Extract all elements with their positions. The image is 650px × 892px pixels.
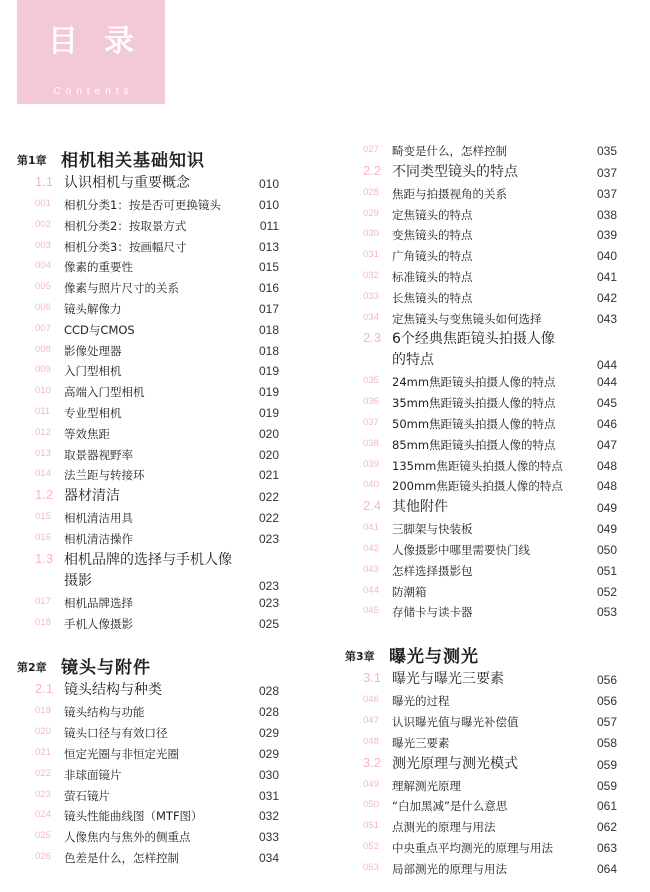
toc-item[interactable] [345,712,617,733]
item-number: 049 [363,778,379,790]
page-number: 023 [258,578,279,593]
page-number: 022 [258,490,279,505]
section-number: 2.4 [363,498,382,514]
toc-item[interactable] [17,593,279,614]
toc-item[interactable] [17,320,279,341]
item-number: 026 [35,851,51,862]
page-number: 053 [596,605,617,620]
toc-item[interactable] [17,195,279,216]
toc-item[interactable] [345,602,617,623]
page-number: 063 [596,841,617,855]
item-number: 008 [35,343,51,355]
toc-item[interactable] [17,744,279,765]
page-number: 051 [596,563,617,578]
page-number: 032 [258,809,279,824]
section-number: 1.2 [35,487,54,503]
page-number: 039 [596,228,617,243]
item-number: 004 [35,260,51,272]
page-number: 037 [596,165,617,180]
item-title: 理解测光原理 [392,778,461,793]
item-title: 相机分类3：按画幅尺寸 [64,239,187,254]
page-number: 062 [596,820,617,835]
toc-section[interactable] [345,497,617,519]
page-number: 048 [596,479,617,494]
item-title: 取景器视野率 [64,447,133,462]
item-title: 非球面镜片 [64,767,122,782]
section-number: 2.2 [363,162,382,178]
item-number: 009 [35,364,51,376]
item-title: 相机分类2：按取景方式 [64,218,187,233]
item-title: 焦距与拍摄视角的关系 [392,186,507,201]
item-title: 认识曝光值与曝光补偿值 [392,715,519,729]
item-number: 023 [35,788,51,800]
toc-item[interactable] [345,540,617,561]
toc-item[interactable] [345,838,617,859]
page-number: 043 [596,311,617,326]
item-title: 法兰距与转接环 [64,468,145,483]
item-title: 相机分类1：按是否可更换镜头 [64,198,221,212]
item-number: 033 [363,290,379,302]
item-title: 人像焦内与焦外的侧重点 [64,830,191,845]
item-title: 定焦镜头与变焦镜头如何选择 [392,311,542,326]
page-number: 020 [258,426,279,441]
page-number: 022 [258,511,279,526]
item-number: 050 [363,799,379,811]
item-number: 012 [35,426,51,438]
item-number: 024 [35,809,51,821]
page-number: 038 [596,207,617,222]
item-number: 046 [363,694,379,706]
item-title: 影像处理器 [64,343,122,358]
page-number: 042 [596,290,617,305]
toc-item[interactable] [345,691,617,712]
section-number: 1.1 [35,174,54,189]
page-number: 029 [258,726,279,741]
toc-section[interactable] [17,680,279,702]
toc-item[interactable] [345,205,617,226]
item-number: 019 [35,705,51,717]
toc-item[interactable] [17,278,279,299]
item-title: 像素与照片尺寸的关系 [64,281,179,296]
page-number: 044 [596,375,617,390]
item-title: 35mm焦距镜头拍摄人像的特点 [392,396,556,411]
item-number: 003 [35,239,51,251]
item-number: 030 [363,228,379,240]
page-number: 033 [258,830,279,845]
toc-section[interactable] [17,486,279,508]
toc-item[interactable] [345,288,617,309]
item-number: 028 [363,186,379,198]
chapter-heading [17,650,279,680]
item-number: 048 [363,735,379,747]
item-title: 入门型相机 [64,364,122,379]
page-number: 028 [258,705,279,720]
item-title: 三脚架与快装板 [392,522,473,537]
toc-item[interactable] [17,806,279,827]
toc-item[interactable] [17,529,279,550]
item-title: 人像摄影中哪里需要快门线 [392,543,530,557]
item-title: 怎样选择摄影包 [392,563,473,578]
page-number: 023 [258,595,279,610]
toc-item[interactable] [345,582,617,603]
page-number: 011 [259,218,279,233]
page-number: 018 [258,322,279,337]
item-number: 032 [363,270,379,281]
page-number: 029 [258,747,279,761]
item-number: 022 [35,767,51,779]
page-number: 056 [596,673,617,688]
toc-item[interactable] [345,733,617,754]
toc-item[interactable] [345,141,617,162]
contents-subtitle: Contents [53,86,134,97]
chapter-number: 第1章 [17,154,47,167]
item-number: 052 [363,841,379,852]
item-title: 相机品牌选择 [64,595,133,610]
item-number: 006 [35,302,51,313]
section-number: 3.2 [363,754,382,770]
item-title: 85mm焦距镜头拍摄人像的特点 [392,437,556,452]
toc-item[interactable] [17,465,279,486]
page-number: 019 [258,406,279,420]
item-title: 曝光的过程 [392,694,450,709]
toc-item[interactable] [17,216,279,237]
page-number: 010 [258,177,279,191]
toc-item[interactable] [17,257,279,278]
item-number: 005 [35,281,51,293]
page-number: 059 [596,757,617,772]
contents-title: 目录 [48,24,160,59]
item-title: 镜头性能曲线图（MTF图） [64,809,203,824]
toc-item[interactable] [345,561,617,582]
toc-item[interactable] [345,456,617,477]
item-title: 中央重点平均测光的原理与用法 [392,841,553,855]
chapter-number: 第3章 [345,650,375,664]
item-title: 24mm焦距镜头拍摄人像的特点 [392,375,556,390]
toc-item[interactable] [345,309,617,330]
item-number: 034 [363,311,379,323]
toc-item[interactable] [17,382,279,403]
item-number: 014 [35,468,51,480]
item-number: 047 [363,715,379,726]
item-number: 017 [35,595,51,607]
item-title: 定焦镜头的特点 [392,207,473,222]
page-number: 010 [258,198,279,212]
page-number: 021 [258,468,279,483]
toc-item[interactable] [345,476,617,497]
item-title: 相机清洁用具 [64,511,133,526]
page-number: 020 [258,447,279,462]
toc-item[interactable] [345,372,617,393]
item-number: 037 [363,417,379,428]
page-number: 049 [596,501,617,516]
item-number: 053 [363,861,379,873]
page-number: 041 [596,270,617,284]
page-number: 057 [596,715,617,729]
section-title: 其他附件 [392,499,448,516]
page-number: 017 [258,302,279,316]
item-title: 曝光三要素 [392,735,450,750]
page-number: 056 [596,694,617,709]
page-number: 013 [258,239,279,254]
item-title: 镜头结构与功能 [64,705,145,720]
page-number: 064 [596,861,617,876]
item-number: 051 [363,820,379,832]
item-number: 038 [363,437,379,449]
page-number: 034 [258,851,279,865]
chapter-title: 曝光与测光 [389,647,479,668]
item-title: 广角镜头的特点 [392,249,473,264]
toc-section[interactable] [17,550,279,593]
toc-item[interactable] [345,225,617,246]
toc-item[interactable] [17,702,279,723]
page-number: 049 [596,522,617,537]
toc-item[interactable] [345,776,617,797]
toc-item[interactable] [345,435,617,456]
item-number: 015 [35,511,51,523]
item-number: 041 [363,522,379,534]
item-number: 045 [363,605,379,617]
item-title: “白加黑减”是什么意思 [392,799,508,814]
item-title: CCD与CMOS [64,322,135,337]
toc-item[interactable] [17,445,279,466]
toc-item[interactable] [17,765,279,786]
toc-item[interactable] [345,267,617,288]
item-number: 020 [35,726,51,738]
toc-item[interactable] [17,786,279,807]
item-title: 50mm焦距镜头拍摄人像的特点 [392,417,556,431]
toc-item[interactable] [345,796,617,817]
item-number: 011 [35,406,51,417]
toc-section[interactable] [345,329,617,372]
item-number: 001 [35,198,51,209]
toc-item[interactable] [17,827,279,848]
section-title: 曝光与曝光三要素 [392,671,504,688]
page-number: 059 [596,778,617,793]
page-number: 016 [258,281,279,296]
section-number: 2.3 [363,330,382,346]
toc-item[interactable] [345,817,617,838]
page-number: 030 [258,767,279,782]
item-title: 变焦镜头的特点 [392,228,473,243]
item-title: 局部测光的原理与用法 [392,861,507,876]
item-title: 镜头解像力 [64,302,122,316]
item-number: 029 [363,207,379,219]
chapter-title: 镜头与附件 [61,658,151,679]
item-title: 点测光的原理与用法 [392,820,496,835]
item-title: 防潮箱 [392,584,427,599]
item-number: 018 [35,616,51,628]
page-number: 044 [596,358,617,373]
item-title: 长焦镜头的特点 [392,290,473,305]
toc-section[interactable] [345,162,617,184]
toc-section[interactable] [345,754,617,776]
page-number: 035 [596,144,617,158]
page-number: 023 [258,532,279,546]
item-title: 手机人像摄影 [64,616,133,631]
toc-item[interactable] [345,519,617,540]
item-title: 存储卡与读卡器 [392,605,473,620]
page-number: 048 [596,458,617,473]
page-number: 058 [596,735,617,750]
page-number: 061 [596,799,617,814]
item-number: 013 [35,447,51,459]
page-number: 015 [258,260,279,275]
section-number: 1.3 [35,550,54,566]
page-number: 031 [258,788,279,803]
toc-item[interactable] [17,424,279,445]
toc-item[interactable] [17,403,279,424]
section-title: 测光原理与测光模式 [392,755,518,772]
item-number: 031 [363,249,379,261]
item-number: 010 [35,385,51,397]
chapter-number: 第2章 [17,661,47,675]
page-number: 046 [596,417,617,431]
toc-item[interactable] [17,848,279,869]
page-number: 052 [596,584,617,599]
item-number: 035 [363,375,379,387]
toc-item[interactable] [345,184,617,205]
item-number: 016 [35,532,51,543]
item-title: 镜头口径与有效口径 [64,726,168,741]
item-title: 标准镜头的特点 [392,270,473,284]
page-number: 050 [596,543,617,557]
section-title: 6个经典焦距镜头拍摄人像的特点 [392,331,555,369]
page-number: 019 [258,364,279,379]
item-number: 042 [363,543,379,554]
page-number: 019 [258,385,279,400]
item-number: 043 [363,563,379,575]
page-number: 037 [596,186,617,201]
toc-item[interactable] [345,393,617,414]
chapter-heading [17,143,279,173]
page-number: 025 [258,616,279,631]
contents-header-block [17,0,165,104]
chapter-heading [345,639,617,669]
page-number: 047 [596,437,617,452]
toc-item[interactable] [17,614,279,635]
chapter-title: 相机相关基础知识 [61,151,205,171]
section-number: 3.1 [363,670,382,686]
section-number: 2.1 [35,681,54,697]
page-number: 040 [596,249,617,264]
item-number: 025 [35,830,51,842]
item-number: 040 [363,479,379,491]
toc-section[interactable] [345,669,617,691]
toc-section[interactable] [17,173,279,195]
page-number: 028 [258,684,279,699]
toc-item[interactable] [17,361,279,382]
toc-item[interactable] [17,237,279,258]
item-title: 恒定光圈与非恒定光圈 [64,747,179,761]
toc-item[interactable] [17,508,279,529]
item-number: 039 [363,458,379,470]
item-title: 像素的重要性 [64,260,133,275]
section-title: 认识相机与重要概念 [64,175,190,191]
section-title: 不同类型镜头的特点 [392,163,518,180]
page-number: 045 [596,396,617,411]
toc-item[interactable] [345,859,617,880]
item-number: 036 [363,396,379,408]
item-title: 萤石镜片 [64,788,110,803]
section-title: 器材清洁 [64,488,120,505]
toc-item[interactable] [17,299,279,320]
item-number: 021 [35,747,51,758]
toc-item[interactable] [17,723,279,744]
toc-item[interactable] [345,246,617,267]
item-number: 007 [35,322,51,334]
toc-item[interactable] [17,341,279,362]
page-number: 018 [258,343,279,358]
item-title: 畸变是什么，怎样控制 [392,144,507,158]
item-title: 色差是什么，怎样控制 [64,851,179,865]
item-title: 专业型相机 [64,406,122,420]
toc-item[interactable] [345,414,617,435]
item-title: 135mm焦距镜头拍摄人像的特点 [392,458,563,473]
item-number: 027 [363,144,379,155]
section-title: 镜头结构与种类 [64,682,162,699]
item-title: 高端入门型相机 [64,385,145,400]
item-title: 等效焦距 [64,426,110,441]
section-title: 相机品牌的选择与手机人像摄影 [64,551,232,589]
item-title: 200mm焦距镜头拍摄人像的特点 [392,479,563,494]
item-title: 相机清洁操作 [64,532,133,546]
item-number: 044 [363,584,379,596]
item-number: 002 [35,218,51,230]
